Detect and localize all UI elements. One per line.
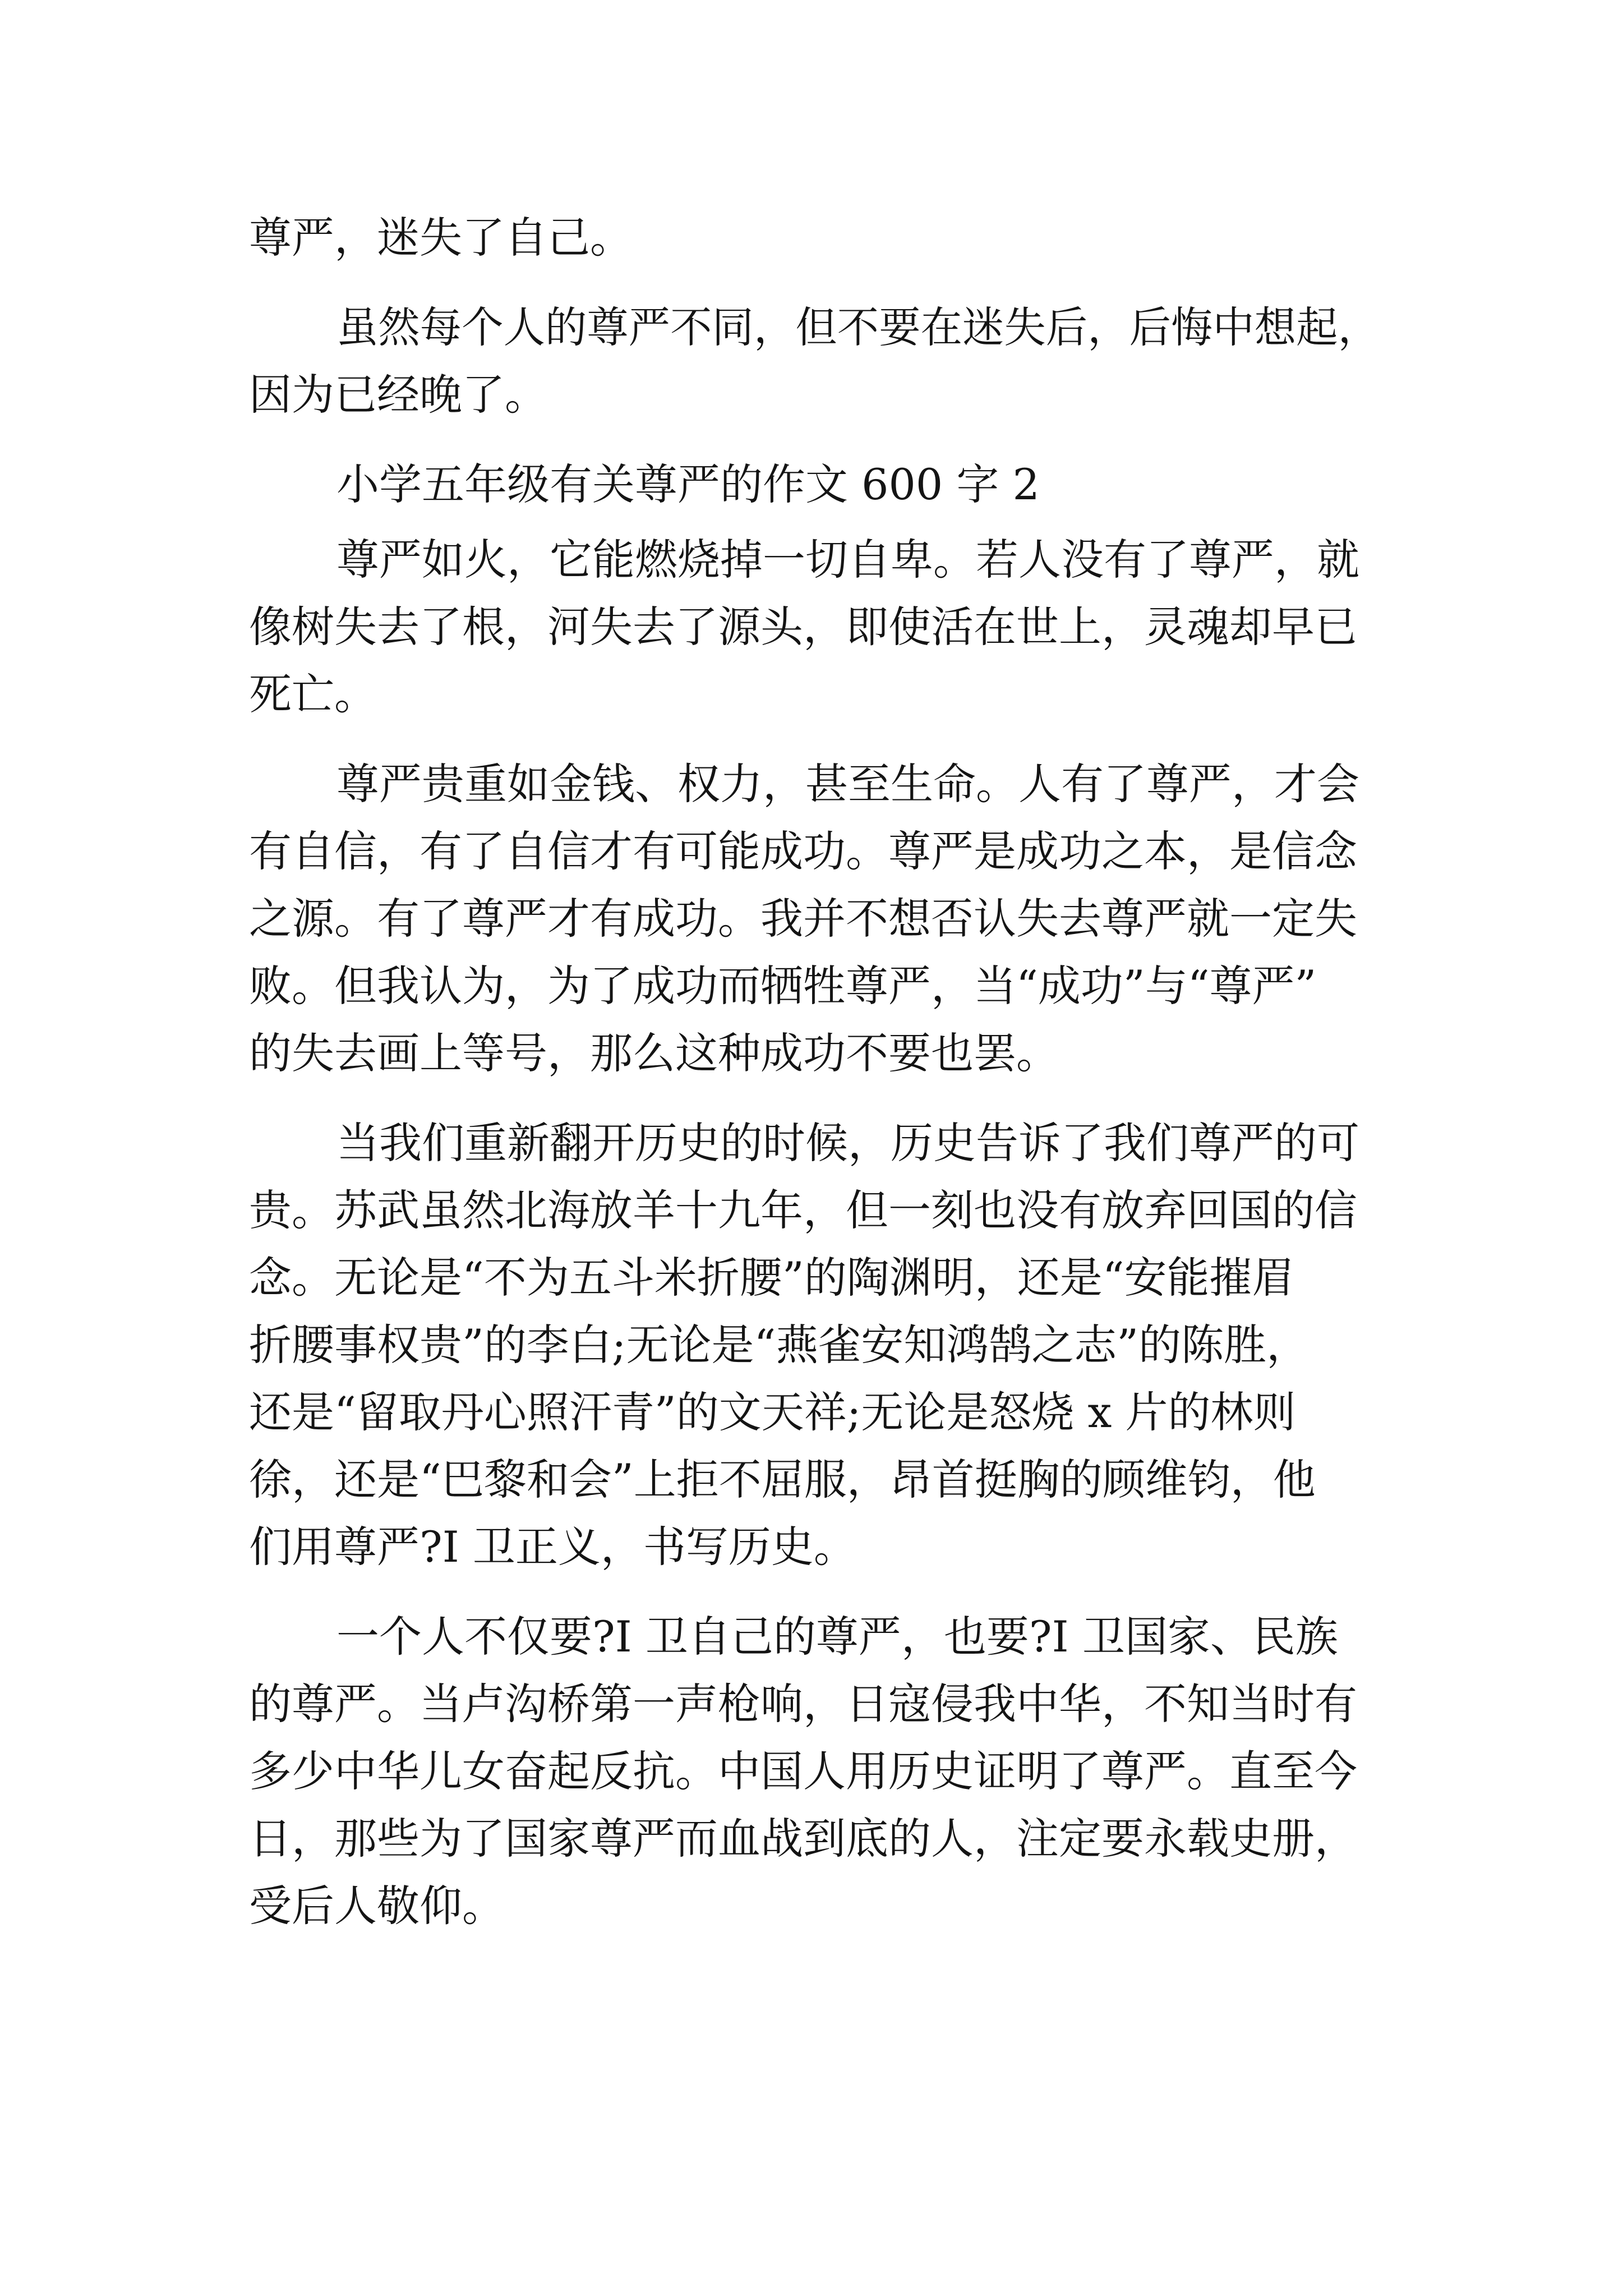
text-line: [0, 885, 1623, 953]
text-line-content: 折腰事权贵”的李白;无论是“燕雀安知鸿鹄之志”的陈胜，: [249, 1320, 1310, 1370]
text-line: [0, 1738, 1623, 1805]
text-line-content: 的失去画上等号，那么这种成功不要也罢。: [249, 1028, 1059, 1078]
text-line-content: 因为已经晚了。: [249, 370, 547, 420]
text-line-content: 日，那些为了国家尊严而血战到底的人，注定要永载史册，: [249, 1814, 1357, 1864]
text-line-content: 虽然每个人的尊严不同，但不要在迷失后，后悔中想起，: [336, 302, 1380, 352]
text-line-content: 的尊严。当卢沟桥第一声枪响，日寇侵我中华，不知当时有: [249, 1679, 1357, 1729]
text-line: [0, 1671, 1623, 1738]
text-line-content: 一个人不仅要?I 卫自己的尊严，也要?I 卫国家、民族: [336, 1612, 1338, 1662]
text-line: [0, 1312, 1623, 1379]
text-line: [0, 1379, 1623, 1446]
text-line-content: 之源。有了尊严才有成功。我并不想否认失去尊严就一定失: [249, 894, 1357, 944]
paragraph-first-line: [0, 1110, 1623, 1177]
text-line: [0, 953, 1623, 1020]
text-line: [0, 1020, 1623, 1087]
paragraph-first-line: [0, 751, 1623, 818]
section-heading: [0, 451, 1623, 518]
text-line: [0, 1805, 1623, 1872]
text-line-content: 死亡。: [249, 669, 377, 719]
paragraph-first-line: [0, 526, 1623, 593]
text-line-content: 受后人敬仰。: [249, 1881, 505, 1931]
text-line: [0, 661, 1623, 728]
heading-text: 小学五年级有关尊严的作文 600 字 2: [336, 459, 1040, 509]
text-line-content: 尊严，迷失了自己。: [249, 213, 633, 263]
text-line: [0, 1513, 1623, 1581]
text-line-content: 徐，还是“巴黎和会”上拒不屈服，昂首挺胸的顾维钧，他: [249, 1455, 1316, 1504]
text-line: [0, 1244, 1623, 1312]
text-line: [0, 361, 1623, 429]
text-line: [0, 1177, 1623, 1244]
text-line-content: 念。无论是“不为五斗米折腰”的陶渊明，还是“安能摧眉: [249, 1253, 1295, 1303]
text-line: [0, 1446, 1623, 1513]
text-line-content: 像树失去了根，河失去了源头，即使活在世上，灵魂却早已: [249, 602, 1357, 652]
text-line-content: 们用尊严?I 卫正义，书写历史。: [249, 1522, 856, 1572]
text-line-content: 败。但我认为，为了成功而牺牲尊严，当“成功”与“尊严”: [249, 961, 1317, 1011]
text-line-content: 尊严贵重如金钱、权力，甚至生命。人有了尊严，才会: [336, 759, 1359, 809]
text-line-content: 还是“留取丹心照汗青”的文天祥;无论是怒烧 x 片的林则: [249, 1387, 1296, 1437]
text-line-content: 有自信，有了自信才有可能成功。尊严是成功之本，是信念: [249, 826, 1357, 876]
text-line-content: 贵。苏武虽然北海放羊十九年，但一刻也没有放弃回国的信: [249, 1185, 1357, 1235]
text-line: [0, 818, 1623, 885]
text-line-content: 多少中华儿女奋起反抗。中国人用历史证明了尊严。直至今: [249, 1746, 1357, 1796]
text-line: [0, 1872, 1623, 1940]
text-line-content: 当我们重新翻开历史的时候，历史告诉了我们尊严的可: [336, 1118, 1359, 1168]
text-line-content: 尊严如火，它能燃烧掉一切自卑。若人没有了尊严，就: [336, 535, 1359, 585]
paragraph-first-line: [0, 1603, 1623, 1671]
text-line: [0, 593, 1623, 661]
text-line: [0, 204, 1623, 272]
paragraph-first-line: [0, 294, 1623, 361]
